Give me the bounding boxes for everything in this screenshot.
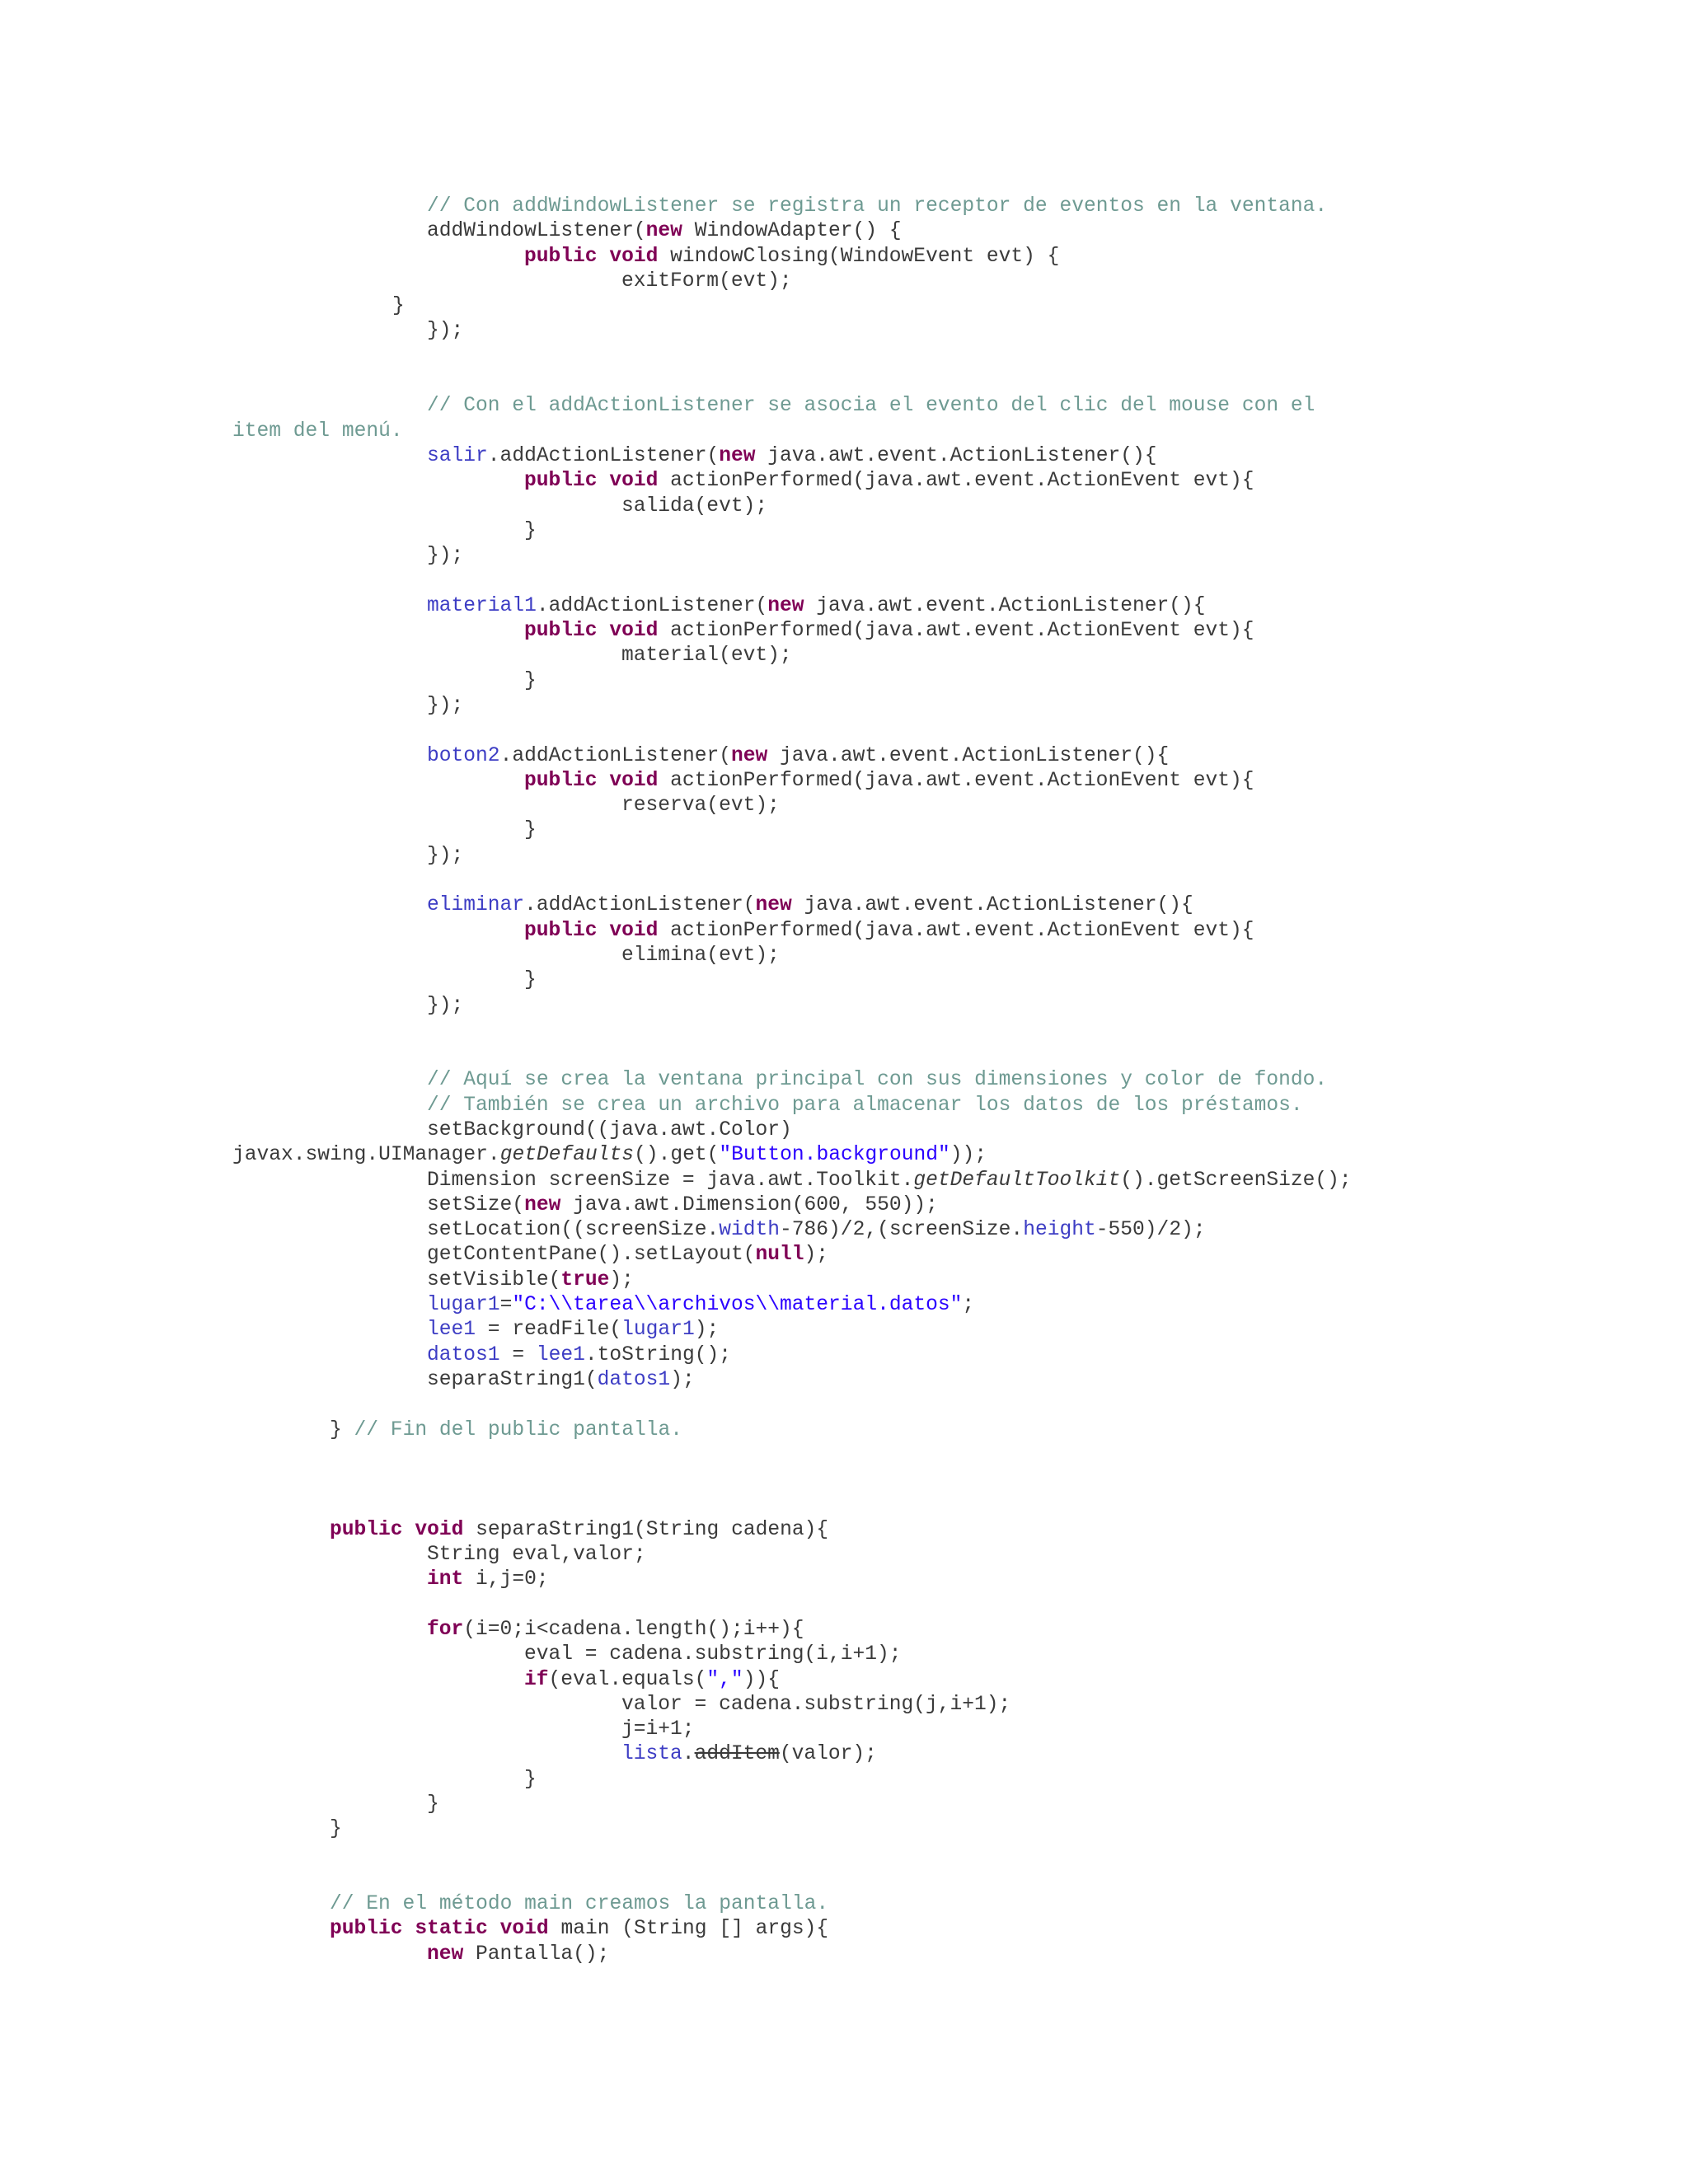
code-token: new (755, 894, 792, 917)
code-line (0, 944, 1688, 968)
code-line (0, 1418, 1688, 1443)
code-line (0, 194, 1688, 219)
code-token: new (645, 220, 682, 243)
code-token: "Button.background" (719, 1144, 950, 1167)
code-line (0, 519, 1688, 544)
code-token: ().get( (634, 1144, 720, 1167)
code-line (0, 893, 1688, 918)
code-line (0, 494, 1688, 519)
code-token: public (524, 769, 598, 792)
code-token: -786)/2,(screenSize. (780, 1219, 1024, 1242)
code-token: public (524, 919, 598, 942)
code-token: .addActionListener( (524, 894, 756, 917)
code-token: )); (950, 1144, 987, 1167)
code-line (0, 319, 1688, 344)
code-token: elimina(evt); (621, 944, 780, 967)
code-token (488, 1918, 500, 1940)
code-token: height (1023, 1219, 1096, 1242)
code-token: } (524, 819, 537, 842)
code-line (0, 1118, 1688, 1143)
code-token: java.awt.Dimension(600, 550)); (560, 1193, 938, 1216)
code-line (0, 694, 1688, 719)
code-token: }); (427, 694, 464, 717)
code-line (0, 1643, 1688, 1667)
code-line (0, 1019, 1688, 1043)
code-line (0, 919, 1688, 944)
code-token: } (524, 519, 537, 542)
code-token: lugar1 (621, 1319, 695, 1342)
code-line (0, 1618, 1688, 1643)
code-token: getContentPane().setLayout( (427, 1244, 756, 1267)
code-line (0, 669, 1688, 694)
code-token: = (499, 1294, 513, 1317)
code-token: true (560, 1268, 610, 1291)
code-token: setVisible( (427, 1268, 561, 1291)
code-line (0, 1768, 1688, 1793)
code-line (0, 1443, 1688, 1468)
code-line (0, 1817, 1688, 1842)
code-token: // Fin del public pantalla. (354, 1418, 683, 1441)
code-token: material1 (427, 594, 537, 617)
code-line (0, 1493, 1688, 1517)
code-token: setSize( (427, 1193, 525, 1216)
code-token: new (427, 1943, 464, 1966)
code-token: ().getScreenSize(); (1120, 1169, 1352, 1192)
code-token: boton2 (427, 744, 500, 767)
code-token: null (755, 1244, 804, 1267)
code-line (0, 419, 1688, 444)
code-token: } (524, 969, 537, 992)
code-line (0, 394, 1688, 419)
code-line (0, 469, 1688, 494)
code-token: (i=0;i<cadena.length();i++){ (463, 1618, 804, 1641)
code-token: ); (670, 1368, 695, 1391)
code-token: // También se crea un archivo para almacenar los datos de los préstamos. (427, 1094, 1303, 1117)
code-token: int (427, 1568, 464, 1591)
code-token: (valor); (779, 1743, 877, 1766)
code-token: ); (694, 1319, 720, 1342)
code-token (598, 470, 610, 492)
code-line (0, 1693, 1688, 1718)
code-token (598, 246, 610, 268)
code-token: main (String [] args){ (548, 1918, 829, 1941)
code-token: String eval,valor; (427, 1544, 646, 1567)
code-token: public (524, 470, 598, 493)
code-line (0, 219, 1688, 244)
code-token: java.awt.event.ActionListener(){ (804, 594, 1206, 617)
code-token: } (392, 295, 405, 318)
code-token: void (609, 470, 659, 493)
code-line (0, 1793, 1688, 1817)
code-token: }); (427, 844, 464, 867)
code-line (0, 744, 1688, 769)
code-token: separaString1(String cadena){ (463, 1518, 829, 1541)
code-token: addItem (694, 1743, 780, 1766)
code-line (0, 818, 1688, 843)
code-token: -550)/2); (1095, 1219, 1206, 1242)
code-token (403, 1519, 415, 1541)
code-token: // Aquí se crea la ventana principal con sus dimensiones y color de fondo. (427, 1069, 1328, 1092)
code-line (0, 1043, 1688, 1068)
code-token: lee1 (427, 1319, 476, 1342)
code-token: getDefaultToolkit (913, 1169, 1121, 1192)
code-line (0, 644, 1688, 668)
code-line (0, 1268, 1688, 1293)
code-token: )){ (743, 1668, 780, 1691)
code-token: if (524, 1668, 549, 1691)
code-token: new (524, 1193, 561, 1216)
code-line (0, 994, 1688, 1019)
code-line (0, 269, 1688, 294)
code-token: "C:\\tarea\\archivos\\material.datos" (512, 1294, 963, 1317)
code-token: "," (706, 1668, 743, 1691)
code-line (0, 444, 1688, 469)
code-token: exitForm(evt); (621, 269, 792, 293)
code-token: } (330, 1818, 342, 1841)
code-token: ; (962, 1294, 975, 1317)
code-token: // En el método main creamos la pantalla. (330, 1893, 829, 1916)
code-line (0, 1218, 1688, 1243)
code-token (598, 770, 610, 792)
code-token: item del menú. (232, 419, 403, 443)
code-line (0, 245, 1688, 269)
code-token: . (682, 1743, 695, 1766)
code-token: new (730, 744, 768, 767)
code-line (0, 1718, 1688, 1742)
code-line (0, 1668, 1688, 1693)
code-token: java.awt.event.ActionListener(){ (767, 744, 1170, 767)
code-token: eval = cadena.substring(i,i+1); (524, 1643, 902, 1666)
code-token: void (609, 245, 659, 268)
code-line (0, 1068, 1688, 1093)
code-token: public (330, 1918, 403, 1941)
code-token: javax.swing.UIManager. (232, 1144, 500, 1167)
code-token: WindowAdapter() { (682, 220, 902, 243)
code-token: i,j=0; (463, 1568, 549, 1591)
code-line (0, 294, 1688, 319)
code-token: salir (427, 444, 488, 467)
code-token: .addActionListener( (487, 444, 720, 467)
code-token: actionPerformed(java.awt.event.ActionEvent evt){ (658, 919, 1254, 942)
code-token: actionPerformed(java.awt.event.ActionEvent evt){ (658, 620, 1254, 643)
code-line (0, 544, 1688, 569)
code-line (0, 344, 1688, 369)
code-line (0, 569, 1688, 593)
code-token: datos1 (597, 1368, 671, 1391)
code-token: Dimension screenSize = java.awt.Toolkit. (427, 1169, 914, 1192)
code-line (0, 1843, 1688, 1868)
code-line (0, 1343, 1688, 1368)
code-line (0, 1368, 1688, 1393)
code-token: datos1 (427, 1343, 500, 1366)
code-token: Pantalla(); (463, 1943, 610, 1966)
code-token: .toString(); (584, 1343, 731, 1366)
code-token: setBackground((java.awt.Color) (427, 1118, 792, 1141)
code-token: width (719, 1219, 781, 1242)
code-token: lee1 (536, 1343, 585, 1366)
code-line (0, 1868, 1688, 1892)
code-token: } (427, 1793, 439, 1816)
code-token: new (767, 594, 804, 617)
code-token: void (499, 1918, 549, 1941)
code-token (598, 620, 610, 642)
code-token: void (609, 769, 659, 792)
code-token: lugar1 (427, 1294, 500, 1317)
code-line (0, 369, 1688, 394)
code-token: void (609, 620, 659, 643)
code-token: new (719, 444, 756, 467)
code-token: addWindowListener( (427, 220, 646, 243)
code-token: // Con addWindowListener se registra un receptor de eventos en la ventana. (427, 195, 1328, 218)
code-token: actionPerformed(java.awt.event.ActionEvent evt){ (658, 769, 1254, 792)
code-token: public (524, 245, 598, 268)
code-token: static (415, 1918, 488, 1941)
code-line (0, 1393, 1688, 1418)
code-token: } (524, 669, 537, 692)
code-line (0, 1094, 1688, 1118)
code-token: .addActionListener( (499, 744, 731, 767)
code-token: reserva(evt); (621, 794, 780, 818)
code-line (0, 1169, 1688, 1193)
code-token: material(evt); (621, 644, 792, 668)
code-token: eliminar (427, 894, 525, 917)
code-token: } (330, 1418, 354, 1441)
code-line (0, 1742, 1688, 1767)
code-line (0, 769, 1688, 794)
code-token: setLocation((screenSize. (427, 1219, 720, 1242)
code-token: valor = cadena.substring(j,i+1); (621, 1693, 1011, 1716)
code-token: }); (427, 994, 464, 1017)
code-token: actionPerformed(java.awt.event.ActionEvent evt){ (658, 470, 1254, 493)
code-token: lista (621, 1743, 682, 1766)
code-token: ); (804, 1244, 829, 1267)
code-line (0, 1468, 1688, 1493)
code-line (0, 794, 1688, 818)
code-line (0, 719, 1688, 743)
code-line (0, 869, 1688, 893)
code-token: void (415, 1518, 464, 1541)
code-token: ); (609, 1268, 634, 1291)
code-line (0, 619, 1688, 644)
code-token: java.awt.event.ActionListener(){ (791, 894, 1193, 917)
code-token: separaString1( (427, 1368, 598, 1391)
code-listing (0, 194, 1688, 1967)
code-token: }); (427, 320, 464, 343)
code-token: j=i+1; (621, 1718, 695, 1741)
code-token: for (427, 1618, 464, 1641)
code-line (0, 1568, 1688, 1592)
code-line (0, 1917, 1688, 1942)
code-line (0, 594, 1688, 619)
code-token: public (330, 1518, 403, 1541)
code-token: .addActionListener( (536, 594, 768, 617)
code-line (0, 968, 1688, 993)
code-token: = (499, 1343, 537, 1366)
code-line (0, 1243, 1688, 1268)
code-token: (eval.equals( (548, 1668, 707, 1691)
code-token (403, 1918, 415, 1940)
code-token: }); (427, 545, 464, 568)
code-line (0, 1193, 1688, 1218)
code-line (0, 1293, 1688, 1318)
code-token: void (609, 919, 659, 942)
code-token: = readFile( (476, 1319, 622, 1342)
code-line (0, 1518, 1688, 1543)
code-token: getDefaults (499, 1144, 635, 1167)
code-line (0, 844, 1688, 869)
code-token: windowClosing(WindowEvent evt) { (658, 245, 1060, 268)
code-token: public (524, 620, 598, 643)
code-line (0, 1543, 1688, 1568)
code-line (0, 1143, 1688, 1168)
code-line (0, 1318, 1688, 1343)
code-token: } (524, 1768, 537, 1791)
code-line (0, 1943, 1688, 1967)
code-line (0, 1593, 1688, 1618)
code-token (598, 920, 610, 942)
code-token: salida(evt); (621, 494, 768, 518)
code-token: // Con el addActionListener se asocia el evento del clic del mouse con el (427, 395, 1315, 418)
code-line (0, 1892, 1688, 1917)
code-token: java.awt.event.ActionListener(){ (755, 444, 1157, 467)
